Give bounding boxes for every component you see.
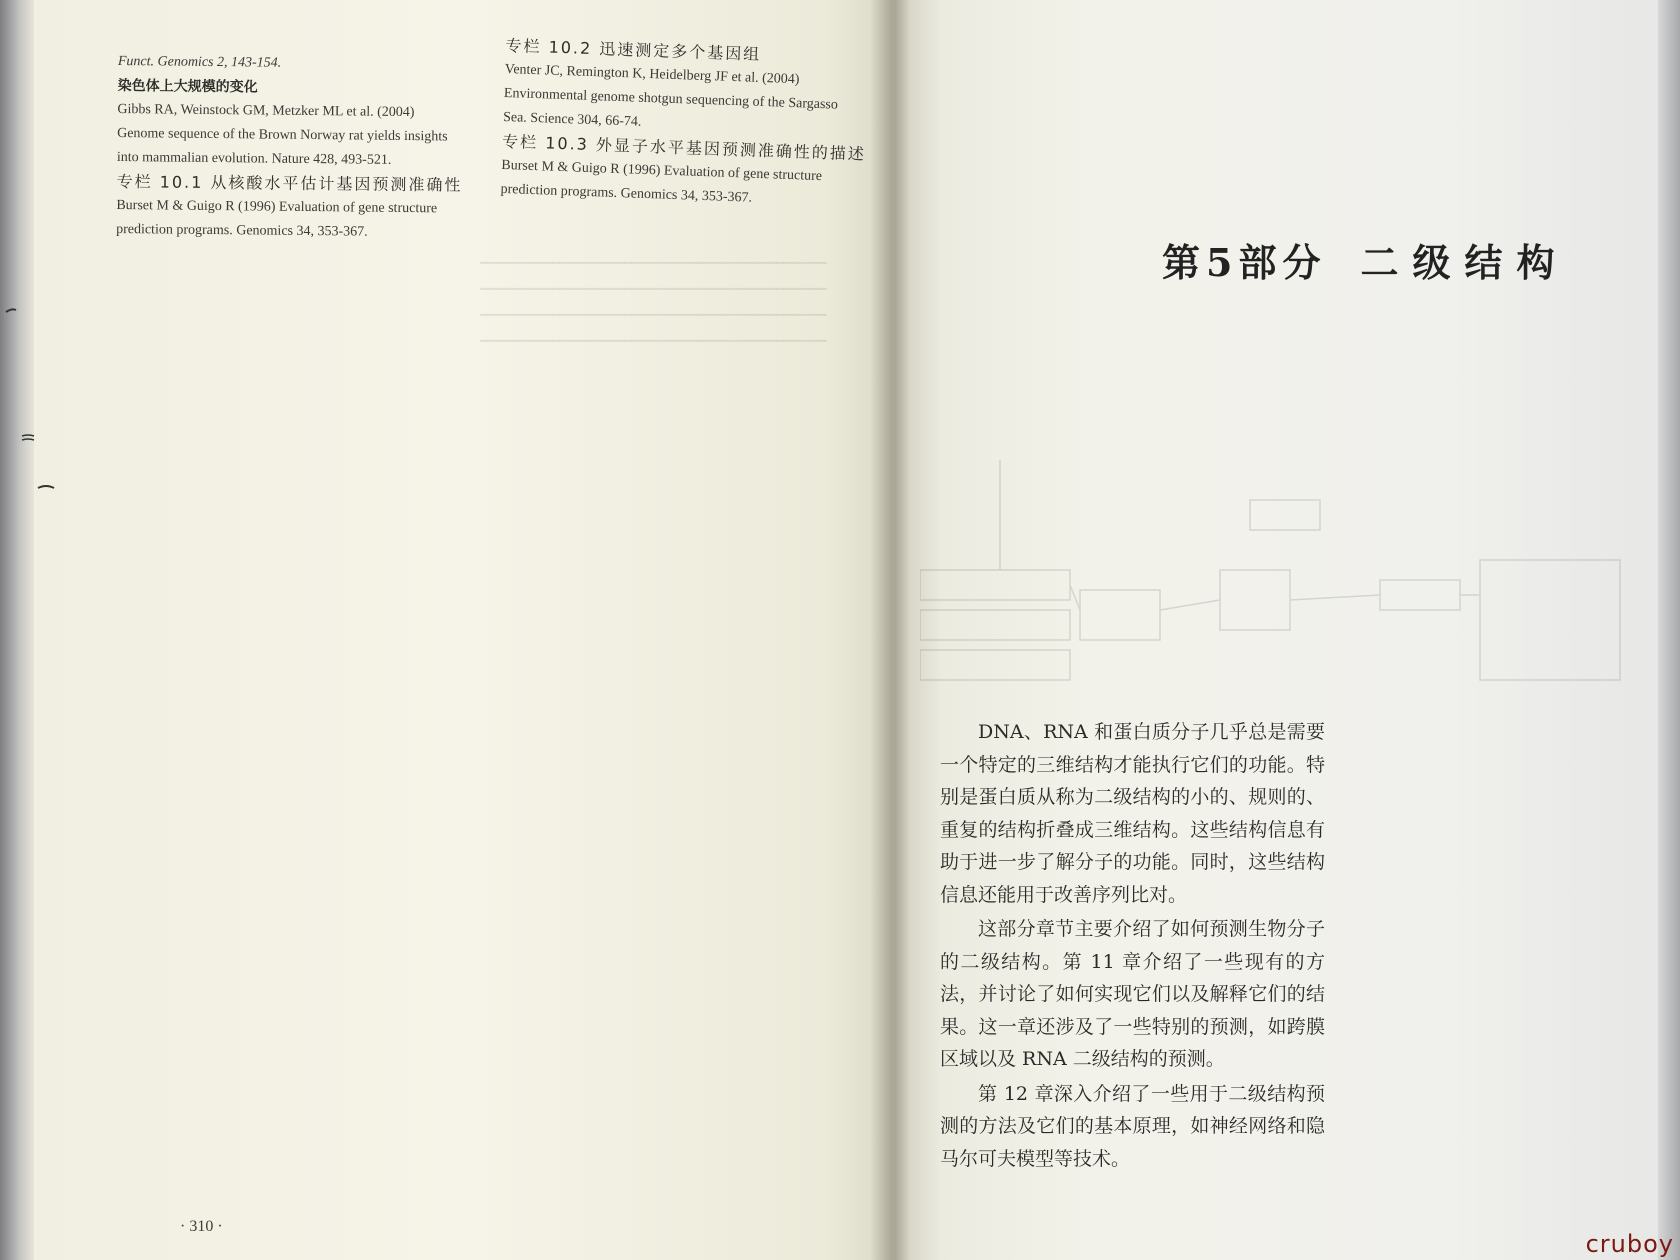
reference-line: Venter JC, Remington K, Heidelberg JF et al. (2004): [504, 61, 800, 88]
reference-line: Genome sequence of the Brown Norway rat yields insights: [117, 125, 448, 145]
intro-paragraph: 这部分章节主要介绍了如何预测生物分子的二级结构。第 11 章介绍了一些现有的方法，并讨论了如何实现它们以及解释它们的结果。这一章还涉及了一些特别的预测，如跨膜区域以及 RNA 二级结构的预测。: [940, 918, 1325, 1070]
reference-section-heading: 染色体上大规模的变化: [117, 77, 258, 96]
reference-line: Sea. Science 304, 66-74.: [502, 109, 642, 130]
box-heading: 专栏 10.1 从核酸水平估计基因预测准确性: [116, 171, 463, 195]
page-number: · 310 ·: [180, 1218, 223, 1235]
reference-line: Funct. Genomics 2, 143-154.: [117, 53, 282, 71]
reference-line: Gibbs RA, Weinstock GM, Metzker ML et al. (2004): [117, 101, 415, 121]
pen-marks: [0, 0, 80, 500]
reference-line: prediction programs. Genomics 34, 353-367.: [116, 221, 368, 240]
part-introduction: [940, 716, 1325, 1177]
show-through-diagram: [920, 460, 1640, 710]
intro-paragraph: DNA、RNA 和蛋白质分子几乎总是需要一个特定的三维结构才能执行它们的功能。特别是蛋白质从称为二级结构的小的、规则的、重复的结构折叠成三维结构。这些结构信息有助于进一步了解分子的功能。同时，这些结构信息还能用于改善序列比对。: [940, 721, 1325, 906]
part-title: [1162, 232, 1568, 287]
reference-line: Burset M & Guigo R (1996) Evaluation of gene structure: [501, 157, 823, 185]
book-gutter: [870, 0, 910, 1260]
reference-line: Environmental genome shotgun sequencing of the Sargasso: [503, 85, 839, 113]
reference-line: Burset M & Guigo R (1996) Evaluation of gene structure: [116, 197, 438, 217]
box-heading: 专栏 10.2 迅速测定多个基因组: [505, 35, 762, 64]
box-heading: 专栏 10.3 外显子水平基因预测准确性的描述: [501, 131, 867, 164]
book-right-edge: [1658, 0, 1680, 1260]
part-name: 二级结构: [1360, 240, 1569, 285]
reference-column-2: [500, 34, 869, 215]
part-label: 第5部分: [1162, 240, 1327, 285]
intro-paragraph: 第 12 章深入介绍了一些用于二级结构预测的方法及它们的基本原理，如神经网络和隐马尔可夫模型等技术。: [940, 1082, 1325, 1170]
show-through-text: ━━━━━━━━━━━━━━━━━━━━━━━━━━━━━━━━━━━━━━━━━━━━━━━━ ━━━━━━━━━━━━━━━━━━━━━━━━━━━━━━━━━━━━━━━━━━━━━━━━ ━━━━━━━━━━━━━━━━━━━━━━━━━━━━━━━━━━━━━━━━━━━━━━━━ ━━━━━━━━━━━━━━━━━━━━━━━━━━━━━━━━━━━━━━━━━━━━━━━━: [480, 256, 827, 348]
watermark: cruboy: [1585, 1230, 1674, 1258]
reference-line: into mammalian evolution. Nature 428, 493-521.: [116, 149, 392, 168]
reference-line: prediction programs. Genomics 34, 353-367.: [500, 181, 753, 206]
reference-column-1: [116, 50, 464, 246]
